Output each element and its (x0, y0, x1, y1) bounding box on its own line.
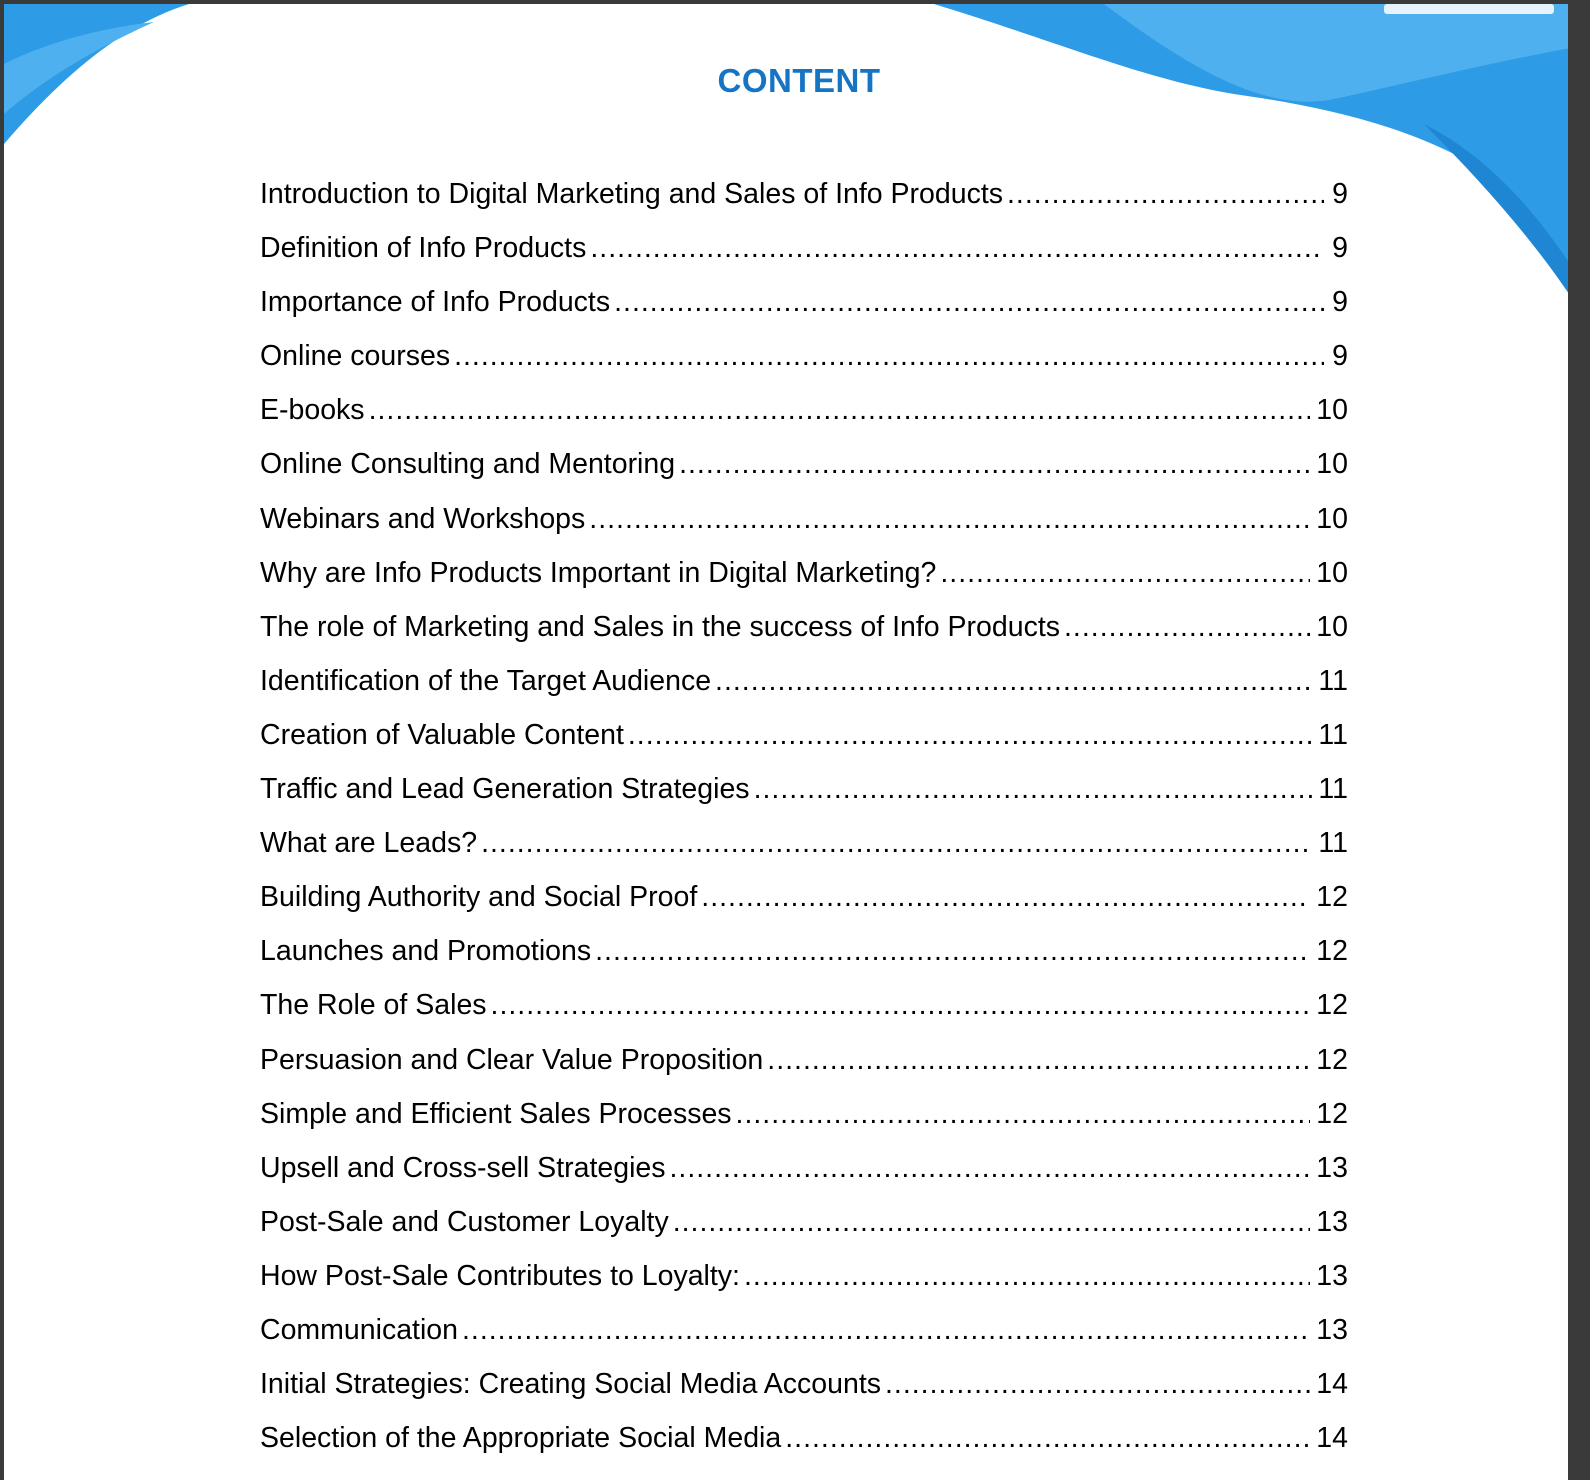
toc-dot-leader (785, 1416, 1310, 1460)
page-title: CONTENT (717, 62, 881, 99)
toc-dot-leader (754, 767, 1313, 811)
toc-entry-label: E-books (260, 394, 365, 427)
toc-dot-leader (744, 1254, 1310, 1298)
toc-entry-page-number: 11 (1318, 718, 1348, 751)
toc-entry-label: Simple and Efficient Sales Processes (260, 1097, 732, 1130)
toc-entry[interactable] (260, 497, 1348, 551)
toc-entry-label: Post-Sale and Customer Loyalty (260, 1205, 669, 1238)
toc-entry[interactable] (260, 929, 1348, 983)
toc-dot-leader (595, 929, 1310, 973)
toc-entry-page-number: 14 (1316, 1422, 1348, 1455)
toc-entry[interactable] (260, 605, 1348, 659)
toc-entry[interactable] (260, 280, 1348, 334)
toc-entry[interactable] (260, 767, 1348, 821)
toc-entry[interactable] (260, 713, 1348, 767)
toc-entry[interactable] (260, 442, 1348, 496)
toc-entry-page-number: 9 (1332, 340, 1348, 373)
toc-dot-leader (481, 821, 1312, 865)
toc-entry-page-number: 12 (1316, 989, 1348, 1022)
toc-entry-page-number: 11 (1318, 773, 1348, 806)
toc-entry-page-number: 10 (1316, 394, 1348, 427)
toc-entry-page-number: 12 (1316, 1097, 1348, 1130)
header-label-box (1384, 4, 1554, 14)
toc-entry-page-number: 9 (1332, 178, 1348, 210)
toc-entry-label: Building Authority and Social Proof (260, 881, 698, 914)
toc-entry-label: Importance of Info Products (260, 286, 611, 319)
toc-entry-label: Introduction to Digital Marketing and Sales of Info Products (260, 178, 1003, 210)
toc-entry[interactable] (260, 1092, 1348, 1146)
toc-entry-label: Launches and Promotions (260, 935, 592, 968)
toc-dot-leader (679, 442, 1310, 486)
toc-entry-label: Definition of Info Products (260, 232, 587, 265)
toc-entry[interactable] (260, 983, 1348, 1037)
toc-entry-page-number: 10 (1316, 502, 1348, 535)
toc-entry-page-number: 11 (1318, 664, 1348, 697)
table-of-contents (260, 172, 1348, 1470)
toc-entry-page-number: 12 (1316, 881, 1348, 914)
toc-entry[interactable] (260, 1416, 1348, 1470)
toc-dot-leader (767, 1038, 1310, 1082)
toc-entry[interactable] (260, 551, 1348, 605)
toc-entry-page-number: 13 (1316, 1151, 1348, 1184)
toc-entry[interactable] (260, 1038, 1348, 1092)
toc-entry[interactable] (260, 226, 1348, 280)
toc-entry-page-number: 11 (1318, 827, 1348, 860)
toc-dot-leader (736, 1092, 1311, 1136)
toc-entry-page-number: 12 (1316, 935, 1348, 968)
toc-entry-page-number: 10 (1316, 448, 1348, 481)
toc-entry-label: Online courses (260, 340, 451, 373)
toc-entry-label: Online Consulting and Mentoring (260, 448, 676, 481)
toc-entry-label: Webinars and Workshops (260, 502, 586, 535)
toc-entry-page-number: 14 (1316, 1368, 1348, 1401)
toc-entry[interactable] (260, 1308, 1348, 1362)
toc-entry[interactable] (260, 172, 1348, 226)
toc-entry-label: Traffic and Lead Generation Strategies (260, 773, 750, 806)
toc-entry[interactable] (260, 659, 1348, 713)
toc-entry-page-number: 10 (1316, 610, 1348, 643)
toc-dot-leader (940, 551, 1310, 595)
toc-dot-leader (701, 875, 1310, 919)
toc-dot-leader (590, 226, 1324, 270)
toc-dot-leader (670, 1146, 1311, 1190)
toc-entry-page-number: 13 (1316, 1313, 1348, 1346)
toc-entry-label: The role of Marketing and Sales in the success of Info Products (260, 610, 1061, 643)
toc-entry-label: The Role of Sales (260, 989, 487, 1022)
toc-entry[interactable] (260, 1362, 1348, 1416)
toc-entry-label: Identification of the Target Audience (260, 664, 712, 697)
toc-entry-page-number: 13 (1316, 1259, 1348, 1292)
toc-entry-label: Selection of the Appropriate Social Media (260, 1422, 782, 1455)
toc-entry-page-number: 9 (1332, 232, 1348, 265)
toc-dot-leader (1007, 172, 1324, 216)
toc-entry[interactable] (260, 1200, 1348, 1254)
toc-dot-leader (491, 983, 1311, 1027)
toc-entry-page-number: 9 (1332, 286, 1348, 319)
toc-entry[interactable] (260, 334, 1348, 388)
toc-entry[interactable] (260, 821, 1348, 875)
toc-entry-label: Communication (260, 1313, 458, 1346)
toc-entry-label: Creation of Valuable Content (260, 718, 624, 751)
toc-dot-leader (628, 713, 1313, 757)
toc-entry-page-number: 13 (1316, 1205, 1348, 1238)
toc-dot-leader (369, 388, 1311, 432)
toc-dot-leader (614, 280, 1324, 324)
toc-entry-label: Persuasion and Clear Value Proposition (260, 1043, 764, 1076)
toc-entry-page-number: 10 (1316, 556, 1348, 589)
toc-entry-label: Initial Strategies: Creating Social Media Accounts (260, 1368, 881, 1401)
toc-entry-label: What are Leads? (260, 827, 478, 860)
toc-entry[interactable] (260, 1146, 1348, 1200)
toc-entry-page-number: 12 (1316, 1043, 1348, 1076)
toc-dot-leader (715, 659, 1312, 703)
toc-dot-leader (1064, 605, 1310, 649)
toc-dot-leader (673, 1200, 1311, 1244)
toc-dot-leader (462, 1308, 1310, 1352)
toc-entry-label: Why are Info Products Important in Digital Marketing? (260, 556, 937, 589)
toc-entry[interactable] (260, 875, 1348, 929)
toc-dot-leader (885, 1362, 1310, 1406)
toc-entry[interactable] (260, 1254, 1348, 1308)
toc-entry-label: How Post-Sale Contributes to Loyalty: (260, 1259, 740, 1292)
toc-dot-leader (589, 497, 1310, 541)
toc-dot-leader (454, 334, 1324, 378)
toc-entry[interactable] (260, 388, 1348, 442)
toc-entry-label: Upsell and Cross-sell Strategies (260, 1151, 666, 1184)
